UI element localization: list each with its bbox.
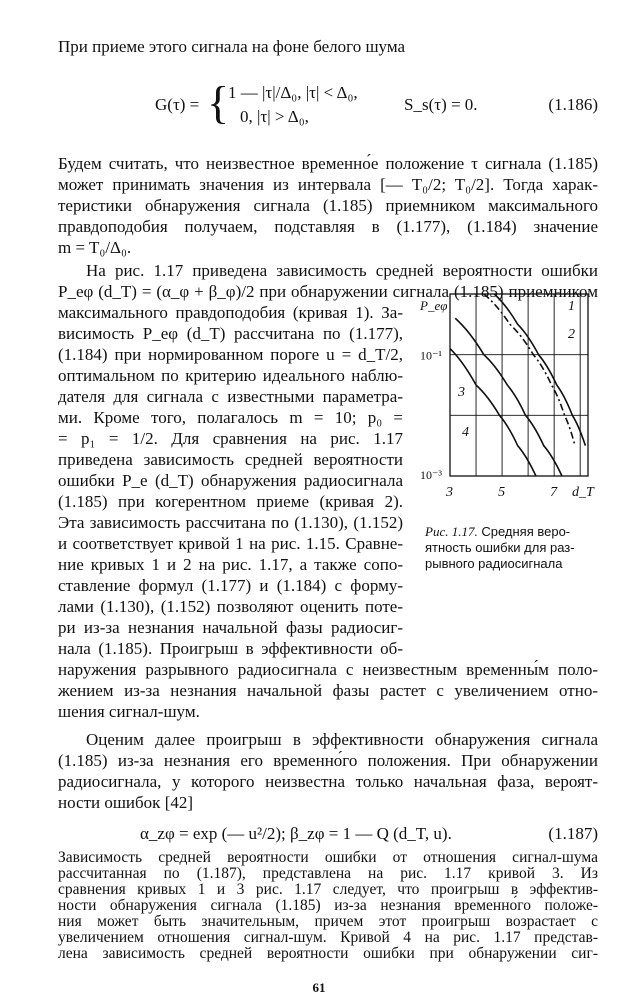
figure-caption: [425, 524, 600, 572]
x-tick-label: 7: [550, 485, 558, 500]
y-tick-label: 10⁻¹: [420, 348, 442, 363]
text-line: правдоподобия получаем, подставляя в (1.177), (1.184) значение: [58, 217, 598, 236]
text-line: рассчитанная по (1.187), представлена на рис. 1.17 кривой 3. Из: [58, 865, 598, 882]
text-line: На рис. 1.17 приведена зависимость средней вероятности ошибки: [86, 261, 598, 280]
curve-1: [494, 294, 585, 446]
text-line: ошибки P_e (d_T) обнаружения радиосигнала: [58, 471, 403, 490]
text-line: приведена зависимость средней вероятности: [58, 450, 403, 469]
text-line: и соответствует кривой 1 на рис. 1.15. Сравне-: [58, 534, 403, 553]
chart-frame: [450, 294, 588, 476]
x-tick-label: 5: [498, 485, 506, 500]
text-line: висимость P_eφ (d_T) рассчитана по (1.177),: [58, 324, 403, 343]
text-line: (1.185) при когерентном приеме (кривая 2).: [58, 492, 403, 511]
text-line: Зависимость средней вероятности ошибки от отношения сигнал-шума: [58, 849, 598, 866]
equation-1187: α_zφ = exp (— u²/2); β_zφ = 1 — Q (d_T, u).: [140, 824, 452, 843]
curve-3: [455, 318, 562, 476]
text-line: оптимальном по критерию идеального наблю-: [58, 366, 403, 385]
y-axis-label: P_eφ: [420, 298, 448, 313]
text-line: ние кривых 1 и 2 на рис. 1.17, а также сопо-: [58, 555, 403, 574]
text-line: ставление формул (1.177) и (1.184) с форму-: [58, 576, 403, 595]
x-tick-label: 3: [446, 485, 453, 500]
curve-label-1: 1: [568, 299, 575, 314]
figure-1-17-chart: [418, 280, 600, 508]
curve-label-2: 2: [568, 327, 575, 342]
text-line: теристики обнаружения сигнала (1.185) приемником максимального: [58, 196, 598, 215]
text-line: наружения разрывного радиосигнала с неизвестным временны́м поло-: [58, 660, 598, 679]
eq-row1: 1 — |τ|/Δ₀, |τ| < Δ₀,: [228, 83, 358, 102]
curve-label-3: 3: [458, 385, 465, 400]
text-line: ности ошибок [42]: [58, 793, 194, 812]
text-line: ми. Кроме того, полагалось m = 10; p₀ =: [58, 408, 403, 427]
eq-number: (1.186): [548, 95, 598, 114]
text-line: шения сигнал-шум.: [58, 702, 200, 721]
x-axis-label: d_T: [572, 485, 594, 500]
text-line: сравнения кривых 1 и 3 рис. 1.17 следует, что проигрыш в эффектив-: [58, 881, 598, 898]
text-line: лена зависимость средней вероятности ошибки при обнаружении сиг-: [58, 945, 598, 962]
eq-number-1187: (1.187): [548, 824, 598, 843]
text-line: P_eφ (d_T) = (α_φ + β_φ)/2 при обнаружении сигнала (1.185) приемником: [58, 282, 598, 301]
text-line: ния может быть значительным, причем этот проигрыш возрастает с: [58, 913, 598, 930]
page-number: 61: [312, 980, 326, 995]
text-line: (1.185) из-за незнания его временно́го положения. При обнаружении: [58, 751, 598, 770]
caption-text: Средняя веро-ятность ошибки для раз-рывного радиосигнала: [425, 524, 575, 571]
caption-label: Рис. 1.17.: [425, 524, 478, 539]
text-line: радиосигнала, у которого неизвестна только начальная фаза, вероят-: [58, 772, 598, 791]
text-line: лами (1.130), (1.152) позволяют оценить поте-: [58, 597, 403, 616]
curve-label-4: 4: [462, 425, 469, 440]
eq-rhs: S_s(τ) = 0.: [404, 95, 478, 114]
eq-brace: {: [207, 77, 230, 128]
text-line: ри из-за незнания начальной фазы радиосиг-: [58, 618, 403, 637]
eq-lhs: G(τ) =: [155, 95, 200, 114]
text-line: Будем считать, что неизвестное временно́е положение τ сигнала (1.185): [58, 154, 598, 173]
text-line: ности обнаружения сигнала (1.185) из-за незнания временно́го положе-: [58, 897, 598, 914]
text-line: жением из-за незнания начальной фазы растет с увеличением отно-: [58, 681, 598, 700]
y-tick-label: 10⁻³: [420, 468, 442, 482]
text-line: нала (1.185). Проигрыш в эффективности об-: [58, 639, 403, 658]
text-line: m = T₀/Δ₀.: [58, 238, 132, 257]
text-line: При приеме этого сигнала на фоне белого шума: [58, 37, 406, 56]
text-line: Оценим далее проигрыш в эффективности обнаружения сигнала: [86, 730, 598, 749]
text-line: может принимать значения из интервала [— T₀/2; T₀/2]. Тогда харак-: [58, 175, 598, 194]
text-line: = p₁ = 1/2. Для сравнения на рис. 1.17: [58, 429, 403, 448]
text-line: максимального правдоподобия (кривая 1). За-: [58, 303, 403, 322]
text-line: дателя для сигнала с известными параметра-: [58, 387, 403, 406]
text-line: Эта зависимость рассчитана по (1.130), (1.152): [58, 513, 403, 532]
text-line: (1.184) при нормированном пороге u = d_T/2,: [58, 345, 403, 364]
curve-4: [450, 349, 536, 476]
eq-row2: 0, |τ| > Δ₀,: [240, 107, 309, 126]
text-line: увеличением отношения сигнал-шум. Кривой 4 на рис. 1.17 представ-: [58, 929, 598, 946]
